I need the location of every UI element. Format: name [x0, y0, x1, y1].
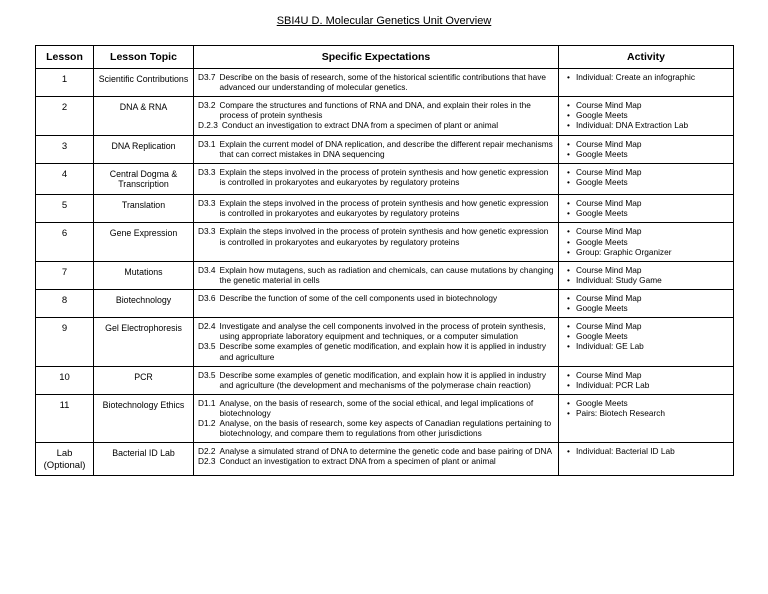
expectation-code: D3.7: [198, 72, 216, 82]
activity-list: [567, 100, 729, 130]
lesson-number: 1: [36, 69, 94, 97]
expectation-text: Explain how mutagens, such as radiation and chemicals, can cause mutations by changing the genetic material in cells: [219, 264, 554, 285]
activity-list: [567, 226, 729, 256]
expectation-code: D3.4: [198, 264, 216, 275]
expectation-item: [198, 398, 554, 418]
specific-expectations-cell: [194, 318, 559, 366]
activity-list: [567, 72, 729, 82]
table-body: [36, 69, 734, 476]
activity-list: [567, 446, 729, 456]
expectation-text: Describe on the basis of research, some of the historical scientific contributions that have advanced our understanding of molecular genetics.: [219, 72, 547, 93]
activity-cell: [559, 289, 734, 317]
header-activity: Activity: [559, 46, 734, 69]
table-row: [36, 69, 734, 97]
activity-item: • Course Mind Map: [567, 226, 729, 236]
table-row: [36, 97, 734, 135]
expectation-item: [198, 293, 554, 303]
lesson-topic: Biotechnology Ethics: [94, 394, 194, 442]
activity-item: • Individual: DNA Extraction Lab: [567, 120, 729, 130]
activity-item: • Course Mind Map: [567, 100, 729, 110]
specific-expectations-cell: [194, 261, 559, 289]
specific-expectations-cell: [194, 394, 559, 442]
expectation-code: D1.2: [198, 418, 216, 429]
expectation-text: Explain the steps involved in the process of protein synthesis and how genetic expression is controlled in prokaryotes and eukaryotes by regulatory proteins: [219, 198, 549, 219]
lesson-topic: Gel Electrophoresis: [94, 318, 194, 366]
expectation-text: Compare the structures and functions of RNA and DNA, and explain their roles in the process of protein synthesis: [219, 100, 531, 121]
lesson-number: 8: [36, 289, 94, 317]
activity-item: • Google Meets: [567, 398, 729, 408]
expectation-code: D3.5: [198, 369, 216, 380]
activity-cell: [559, 443, 734, 476]
unit-overview-table: [35, 45, 734, 476]
lesson-number: 9: [36, 318, 94, 366]
activity-cell: [559, 394, 734, 442]
activity-cell: [559, 318, 734, 366]
table-row: [36, 289, 734, 317]
activity-item: • Google Meets: [567, 303, 729, 313]
expectation-text: Analyse, on the basis of research, some of the social ethical, and legal implications of biotechnology: [219, 397, 534, 418]
expectation-code: D3.3: [198, 226, 216, 237]
expectation-code: D2.2: [198, 446, 216, 457]
specific-expectations-cell: [194, 366, 559, 394]
lesson-topic: Central Dogma & Transcription: [94, 163, 194, 194]
lesson-number: Lab (Optional): [36, 443, 94, 476]
expectation-code: D2.4: [198, 321, 216, 332]
activity-item: • Individual: GE Lab: [567, 341, 729, 351]
activity-item: • Google Meets: [567, 208, 729, 218]
expectation-item: [198, 72, 554, 92]
expectation-text: Analyse a simulated strand of DNA to determine the genetic code and base pairing of DNA: [219, 446, 553, 457]
lesson-number: 5: [36, 195, 94, 223]
expectation-text: Explain the steps involved in the process of protein synthesis and how genetic expression is controlled in prokaryotes and eukaryotes by regulatory proteins: [219, 226, 549, 247]
lesson-number: 10: [36, 366, 94, 394]
expectation-item: [198, 446, 554, 456]
expectation-item: [198, 198, 554, 218]
expectation-item: [198, 265, 554, 285]
expectation-code: D2.3: [198, 456, 216, 467]
expectation-code: D3.3: [198, 198, 216, 209]
expectation-item: [198, 167, 554, 187]
header-lesson-topic: Lesson Topic: [94, 46, 194, 69]
expectation-item: [198, 370, 554, 390]
activity-list: [567, 167, 729, 187]
expectation-code: D3.6: [198, 292, 216, 303]
specific-expectations-cell: [194, 223, 559, 261]
activity-item: • Google Meets: [567, 177, 729, 187]
activity-cell: [559, 69, 734, 97]
table-row: [36, 394, 734, 442]
activity-item: • Google Meets: [567, 110, 729, 120]
activity-item: • Google Meets: [567, 237, 729, 247]
table-row: [36, 366, 734, 394]
activity-item: • Group: Graphic Organizer: [567, 247, 729, 257]
table-row: [36, 261, 734, 289]
activity-list: [567, 321, 729, 351]
lesson-topic: Gene Expression: [94, 223, 194, 261]
activity-item: • Google Meets: [567, 331, 729, 341]
lesson-number: 2: [36, 97, 94, 135]
specific-expectations-cell: [194, 443, 559, 476]
expectation-text: Describe some examples of genetic modification, and explain how it is applied in industry and agriculture: [219, 341, 547, 362]
lesson-number: 7: [36, 261, 94, 289]
activity-item: • Individual: PCR Lab: [567, 380, 729, 390]
expectation-code: D3.3: [198, 166, 216, 177]
expectation-text: Conduct an investigation to extract DNA from a specimen of plant or animal: [219, 456, 496, 467]
specific-expectations-cell: [194, 69, 559, 97]
activity-item: • Course Mind Map: [567, 198, 729, 208]
lesson-number: 4: [36, 163, 94, 194]
lesson-topic: Bacterial ID Lab: [94, 443, 194, 476]
activity-item: • Course Mind Map: [567, 139, 729, 149]
table-row: [36, 163, 734, 194]
table-row: [36, 318, 734, 366]
expectation-item: [198, 120, 554, 130]
activity-item: • Course Mind Map: [567, 293, 729, 303]
activity-cell: [559, 223, 734, 261]
expectation-text: Conduct an investigation to extract DNA from a specimen of plant or animal: [221, 120, 499, 131]
specific-expectations-cell: [194, 163, 559, 194]
specific-expectations-cell: [194, 135, 559, 163]
specific-expectations-cell: [194, 195, 559, 223]
lesson-topic: Scientific Contributions: [94, 69, 194, 97]
expectation-item: [198, 456, 554, 466]
activity-item: • Pairs: Biotech Research: [567, 408, 729, 418]
activity-cell: [559, 366, 734, 394]
expectation-code: D.2.3: [198, 120, 218, 131]
expectation-code: D1.1: [198, 397, 216, 408]
expectation-item: [198, 139, 554, 159]
activity-list: [567, 398, 729, 418]
document-title: SBI4U D. Molecular Genetics Unit Overview: [276, 15, 492, 27]
expectation-item: [198, 100, 554, 120]
expectation-item: [198, 418, 554, 438]
activity-list: [567, 293, 729, 313]
expectation-item: [198, 226, 554, 246]
expectation-text: Describe some examples of genetic modification, and explain how it is applied in industry and agriculture (the development and mechanisms of the polymerase chain reaction): [219, 369, 547, 390]
expectation-item: [198, 321, 554, 341]
header-specific-expectations: Specific Expectations: [194, 46, 559, 69]
expectation-code: D3.2: [198, 100, 216, 111]
expectation-text: Describe the function of some of the cell components used in biotechnology: [219, 292, 498, 303]
activity-item: • Individual: Study Game: [567, 275, 729, 285]
activity-list: [567, 265, 729, 285]
table-row: [36, 135, 734, 163]
expectation-code: D3.1: [198, 138, 216, 149]
activity-cell: [559, 163, 734, 194]
specific-expectations-cell: [194, 289, 559, 317]
expectation-text: Investigate and analyse the cell components involved in the process of protein synthesis, using appropriate laboratory equipment and techniques, or a computer simulation: [219, 321, 546, 342]
activity-list: [567, 198, 729, 218]
expectation-text: Explain the current model of DNA replication, and describe the different repair mechanisms that can correct mistakes in DNA sequencing: [219, 138, 553, 159]
activity-item: • Individual: Bacterial ID Lab: [567, 446, 729, 456]
activity-item: • Course Mind Map: [567, 167, 729, 177]
lesson-number: 6: [36, 223, 94, 261]
activity-cell: [559, 261, 734, 289]
lesson-topic: Translation: [94, 195, 194, 223]
activity-cell: [559, 97, 734, 135]
activity-item: • Individual: Create an infographic: [567, 72, 729, 82]
lesson-topic: Mutations: [94, 261, 194, 289]
activity-list: [567, 139, 729, 159]
activity-item: • Course Mind Map: [567, 370, 729, 380]
lesson-topic: DNA Replication: [94, 135, 194, 163]
lesson-number: 11: [36, 394, 94, 442]
activity-cell: [559, 195, 734, 223]
expectation-item: [198, 341, 554, 361]
activity-list: [567, 370, 729, 390]
expectation-text: Explain the steps involved in the process of protein synthesis and how genetic expression is controlled in prokaryotes and eukaryotes by regulatory proteins: [219, 166, 549, 187]
lesson-topic: DNA & RNA: [94, 97, 194, 135]
lesson-number: 3: [36, 135, 94, 163]
lesson-topic: Biotechnology: [94, 289, 194, 317]
table-row: [36, 443, 734, 476]
activity-item: • Course Mind Map: [567, 265, 729, 275]
specific-expectations-cell: [194, 97, 559, 135]
activity-cell: [559, 135, 734, 163]
activity-item: • Google Meets: [567, 149, 729, 159]
header-row: [36, 46, 734, 69]
expectation-text: Analyse, on the basis of research, some key aspects of Canadian regulations pertaining to biotechnology, and compare them to regulations from other jurisdictions: [219, 418, 552, 439]
table-row: [36, 195, 734, 223]
expectation-code: D3.5: [198, 341, 216, 352]
lesson-topic: PCR: [94, 366, 194, 394]
table-row: [36, 223, 734, 261]
header-lesson: Lesson: [36, 46, 94, 69]
activity-item: • Course Mind Map: [567, 321, 729, 331]
